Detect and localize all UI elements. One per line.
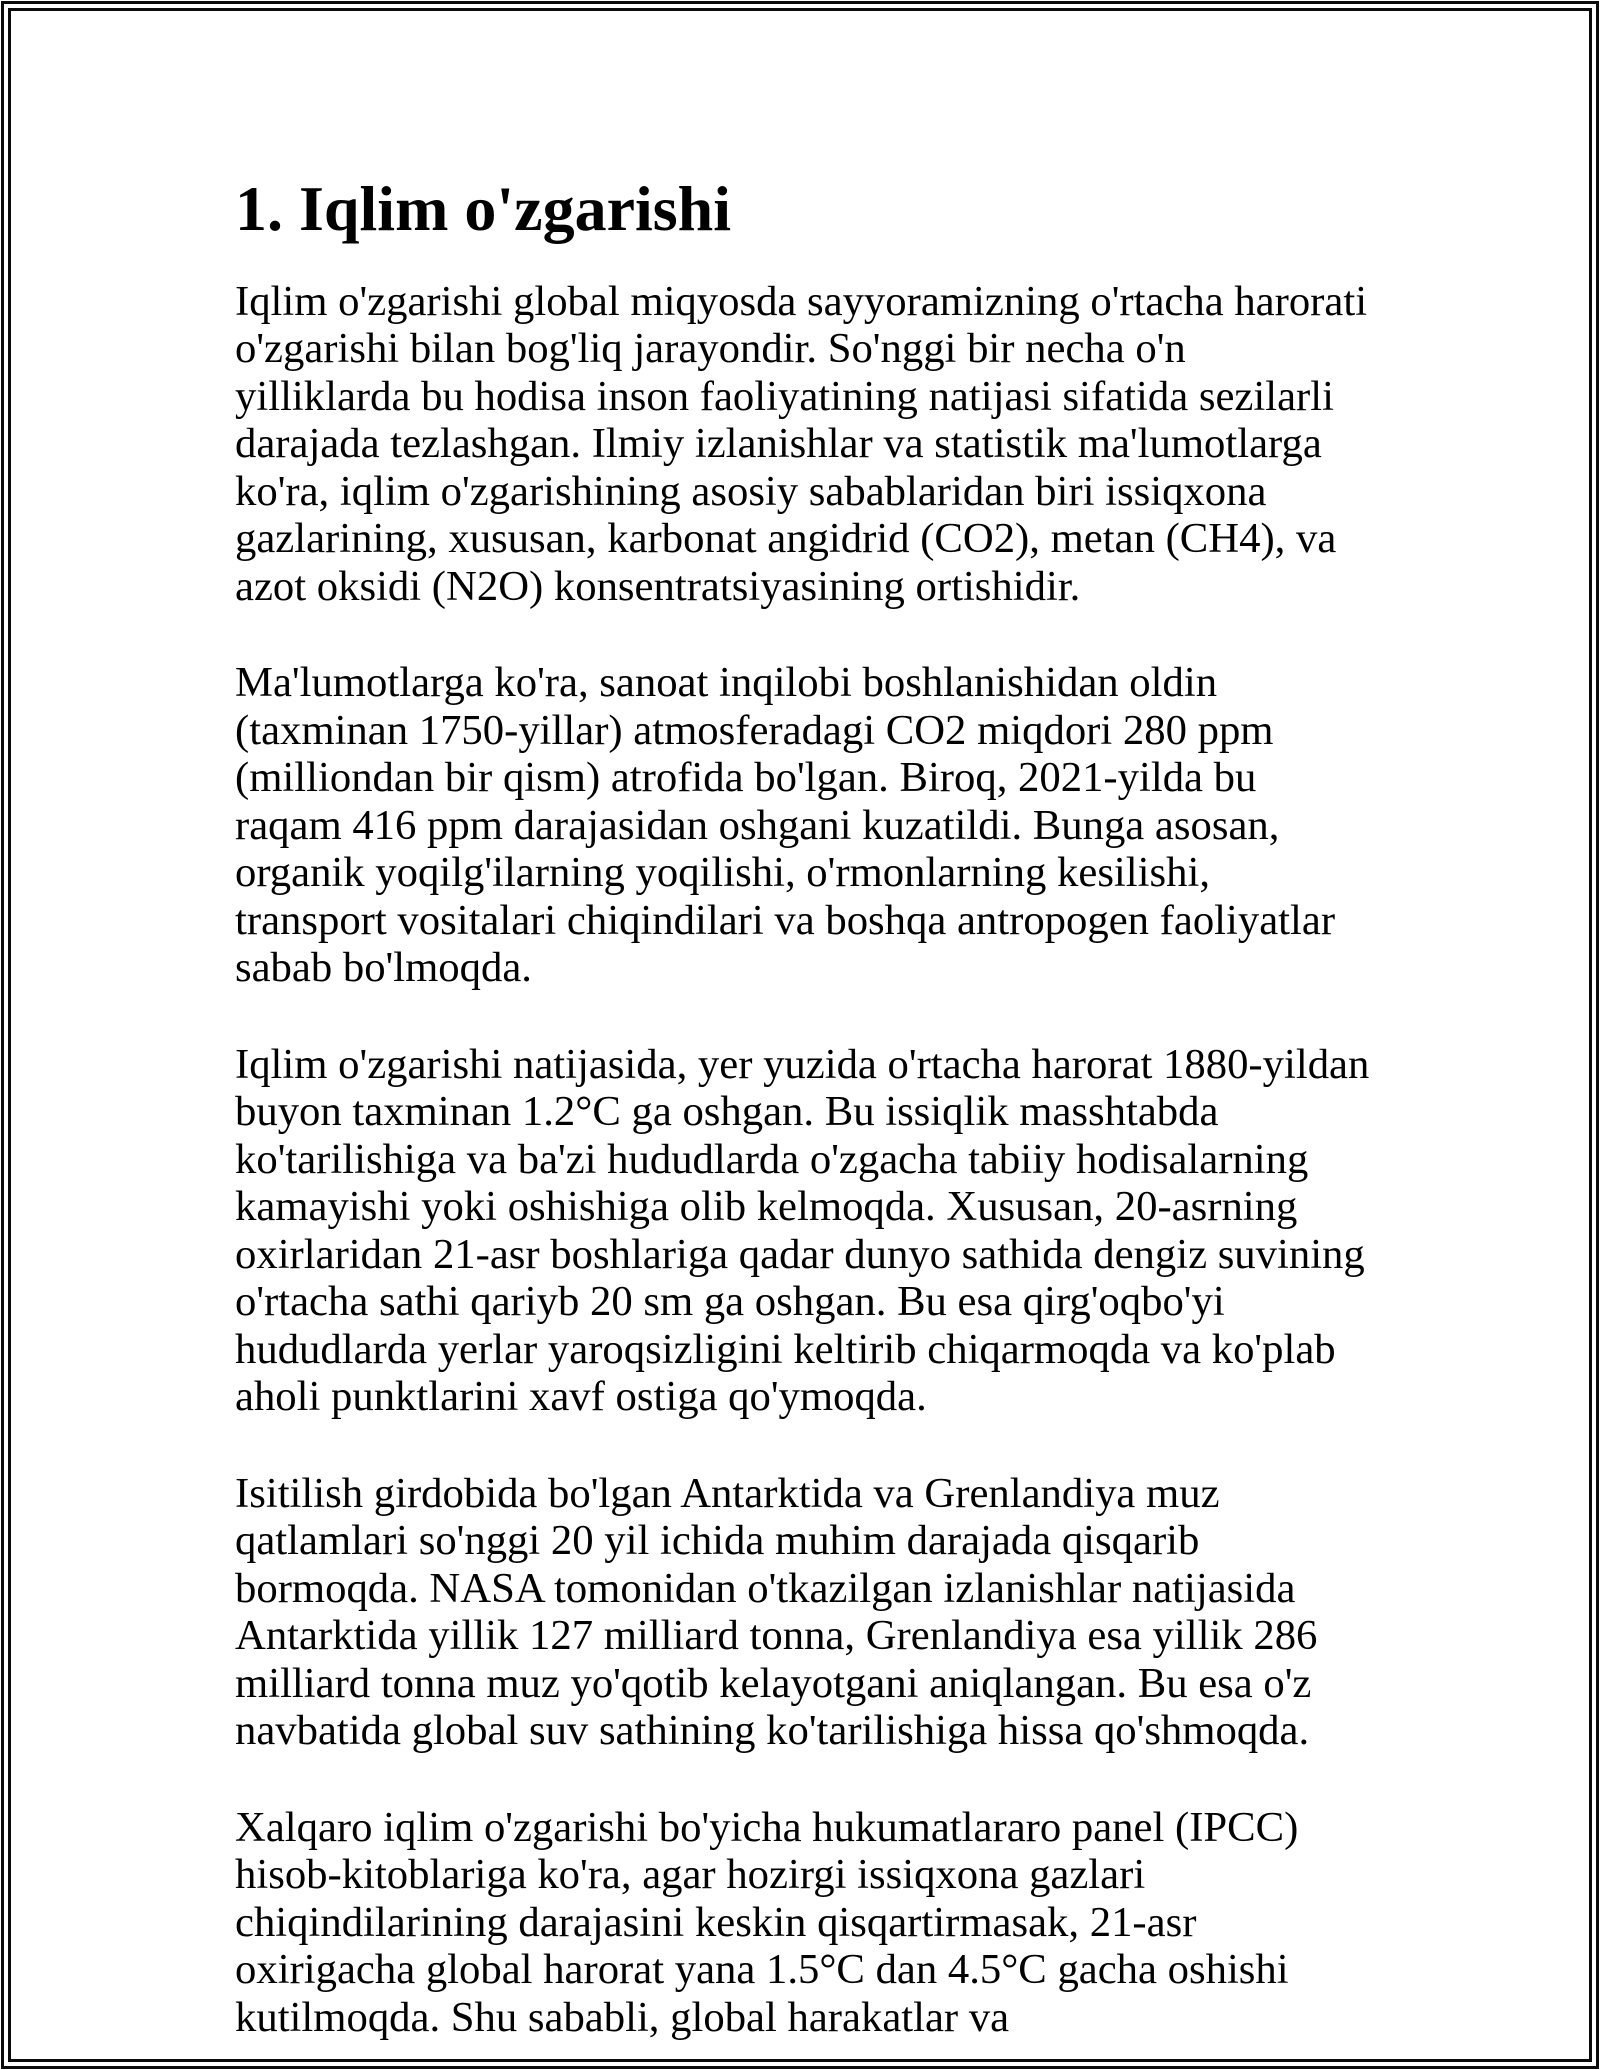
paragraph-temperature-rise: Iqlim o'zgarishi natijasida, yer yuzida o'rtacha harorat 1880-yildan buyon taxminan 1.2°C ga oshgan. Bu issiqlik masshtabda ko'tarilishiga va ba'zi hududlarda o'zgacha tabiiy hodisalarning kamayishi yoki oshishiga olib kelmoqda. Xususan, 20-asrning oxirlaridan 21-asr boshlariga qadar dunyo sathida dengiz suvining o'rtacha sathi qariyb 20 sm ga oshgan. Bu esa qirg'oqbo'yi hududlarda yerlar yaroqsizligini keltirib chiqarmoqda va ko'plab aholi punktlarini xavf ostiga qo'ymoqda. (235, 1040, 1370, 1421)
section-heading: 1. Iqlim o'zgarishi (235, 173, 732, 244)
document-content (235, 172, 1370, 2070)
paragraph-co2-levels: Ma'lumotlarga ko'ra, sanoat inqilobi boshlanishidan oldin (taxminan 1750-yillar) atmosferadagi CO2 miqdori 280 ppm (milliondan bir qism) atrofida bo'lgan. Biroq, 2021-yilda bu raqam 416 ppm darajasidan oshgani kuzatildi. Bunga asosan, organik yoqilg'ilarning yoqilishi, o'rmonlarning kesilishi, transport vositalari chiqindilari va boshqa antropogen faoliyatlar sabab bo'lmoqda. (235, 659, 1336, 992)
paragraph-ipcc-forecast: Xalqaro iqlim o'zgarishi bo'yicha hukumatlararo panel (IPCC) hisob-kitoblariga ko'ra, agar hozirgi issiqxona gazlari chiqindilarining darajasini keskin qisqartirmasak, 21-asr oxirigacha global harorat yana 1.5°C dan 4.5°C gacha oshishi kutilmoqda. Shu sababli, global harakatlar va (235, 1803, 1299, 2041)
paragraph-intro: Iqlim o'zgarishi global miqyosda sayyoramizning o'rtacha harorati o'zgarishi bilan bog'liq jarayondir. So'nggi bir necha o'n yilliklarda bu hodisa inson faoliyatining natijasi sifatida sezilarli darajada tezlashgan. Ilmiy izlanishlar va statistik ma'lumotlarga ko'ra, iqlim o'zgarishining asosiy sabablaridan biri issiqxona gazlarining, xususan, karbonat angidrid (CO2), metan (CH4), va azot oksidi (N2O) konsentratsiyasining ortishidir. (235, 277, 1368, 610)
paragraph-ice-sheets: Isitilish girdobida bo'lgan Antarktida va Grenlandiya muz qatlamlari so'nggi 20 yil ichida muhim darajada qisqarib bormoqda. NASA tomonidan o'tkazilgan izlanishlar natijasida Antarktida yillik 127 milliard tonna, Grenlandiya esa yillik 286 milliard tonna muz yo'qotib kelayotgani aniqlangan. Bu esa o'z navbatida global suv sathining ko'tarilishiga hissa qo'shmoqda. (235, 1469, 1318, 1755)
